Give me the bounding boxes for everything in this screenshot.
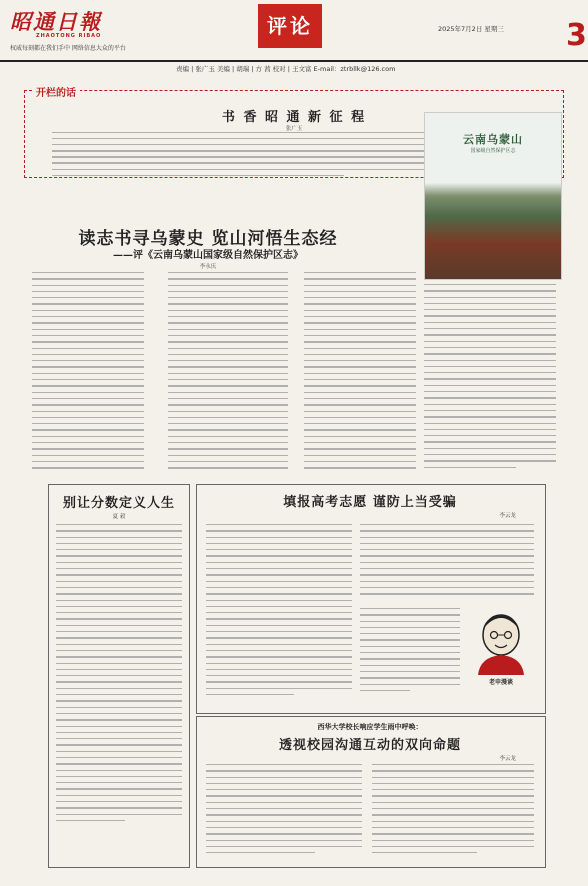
main-article-column-2 (168, 272, 288, 474)
article-gaokao-column-1 (206, 524, 352, 700)
article-score-author: 夏 毅 (112, 514, 126, 520)
article-gaokao-author: 李云龙 (499, 513, 516, 519)
book-cover-title: 云南乌蒙山 (463, 133, 523, 146)
article-university-title: 透视校园沟通互动的双向命题 (278, 738, 461, 753)
opening-author: 张广玉 (285, 126, 303, 132)
main-article-column-4 (424, 284, 556, 473)
article-score-body-text (56, 524, 182, 826)
article-university-kicker: 西华大学校长响应学生雨中呼唤： (317, 723, 423, 731)
article-gaokao-column-3 (360, 608, 460, 696)
masthead (0, 0, 588, 62)
page-number: 3 (566, 18, 587, 53)
opening-title: 书 香 昭 通 新 征 程 (221, 110, 367, 125)
opening-tag: 开栏的话 (32, 84, 80, 99)
main-article-subtitle: ——评《云南乌蒙山国家级自然保护区志》 (113, 250, 303, 261)
article-score-title: 别让分数定义人生 (62, 496, 175, 511)
issue-date: 2025年7月2日 星期三 (438, 25, 504, 33)
main-article-author: 李永庆 (199, 264, 217, 270)
cartoon-portrait-image (466, 605, 536, 675)
masthead-tagline: 权威每刻都在我们手中 网络信息大众的平台 (10, 45, 126, 52)
main-article-column-3 (304, 272, 416, 474)
article-university-column-1 (206, 764, 362, 858)
article-university-column-2 (372, 764, 534, 858)
article-gaokao-column-2 (360, 524, 534, 600)
article-gaokao-title: 填报高考志愿 谨防上当受骗 (283, 495, 457, 510)
cartoon-label: 老申漫谈 (488, 679, 513, 686)
newspaper-logo: 昭通日報 (10, 9, 102, 34)
section-title: 评论 (258, 4, 322, 48)
article-university-author: 李云龙 (499, 756, 516, 762)
main-article-title: 读志书寻乌蒙史 览山河悟生态经 (78, 229, 338, 249)
editor-credits: 责编 | 张广玉 美编 | 胡瑞 | 方 茜 校对 | 王文富 E-mail：ztrbllk@126.com (176, 65, 396, 73)
logo-pinyin: ZHAOTONG RIBAO (36, 33, 102, 39)
book-cover-image (424, 112, 562, 280)
main-article-column-1 (32, 272, 144, 474)
book-cover-subtitle: 国家级自然保护区志 (470, 148, 516, 154)
